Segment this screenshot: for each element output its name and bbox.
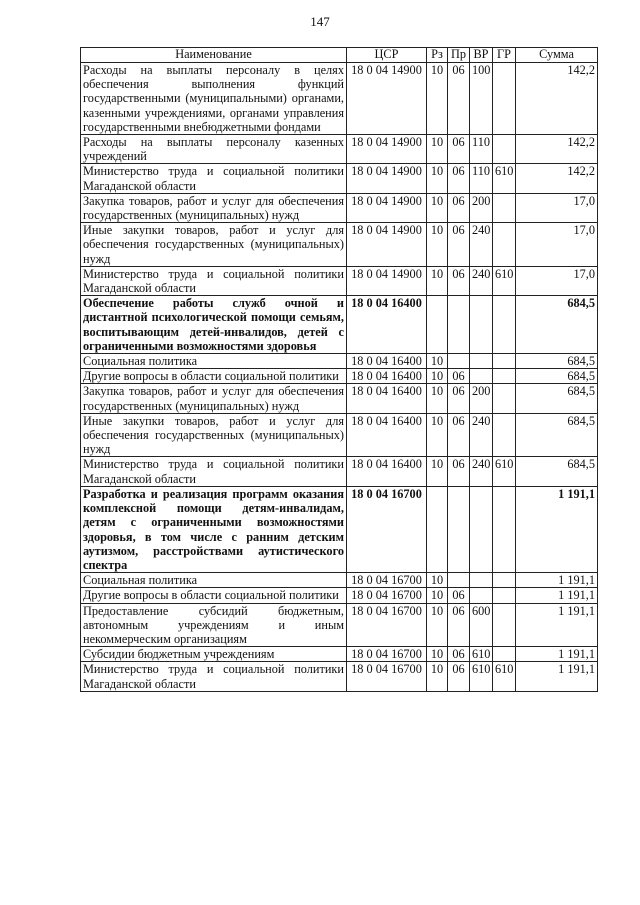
row-sum: 17,0 [516,223,598,267]
row-sum: 1 191,1 [516,573,598,588]
row-sum: 142,2 [516,164,598,193]
row-name: Расходы на выплаты персоналу в целях обеспечения выполнения функций государственными (муниципальными) органами, казенными учреждениями, органами управления государственными внебюджетными фондами [81,63,347,135]
row-rz: 10 [427,603,448,647]
row-rz: 10 [427,573,448,588]
row-csr: 18 0 04 14900 [347,63,427,135]
row-rz: 10 [427,266,448,295]
row-name: Закупка товаров, работ и услуг для обеспечения государственных (муниципальных) нужд [81,384,347,413]
table-row [81,573,598,588]
row-sum: 1 191,1 [516,603,598,647]
row-csr: 18 0 04 16400 [347,354,427,369]
row-sum: 684,5 [516,413,598,457]
row-gr [493,63,516,135]
table-row [81,63,598,135]
row-rz: 10 [427,354,448,369]
row-csr: 18 0 04 16400 [347,296,427,354]
row-sum: 684,5 [516,369,598,384]
table-row-section [81,296,598,354]
row-rz: 10 [427,662,448,691]
row-sum: 684,5 [516,384,598,413]
row-name: Министерство труда и социальной политики Магаданской области [81,164,347,193]
header-vr: ВР [470,48,493,63]
row-csr: 18 0 04 16700 [347,647,427,662]
row-rz [427,296,448,354]
row-gr: 610 [493,457,516,486]
row-pr: 06 [448,266,470,295]
row-rz: 10 [427,164,448,193]
row-vr: 240 [470,457,493,486]
row-name: Субсидии бюджетным учреждениям [81,647,347,662]
row-rz: 10 [427,457,448,486]
row-rz: 10 [427,647,448,662]
row-pr: 06 [448,413,470,457]
row-pr: 06 [448,135,470,164]
row-vr: 240 [470,223,493,267]
table-row [81,193,598,222]
row-gr: 610 [493,164,516,193]
row-gr [493,647,516,662]
row-gr: 610 [493,662,516,691]
row-csr: 18 0 04 16400 [347,369,427,384]
row-vr: 100 [470,63,493,135]
row-name: Закупка товаров, работ и услуг для обеспечения государственных (муниципальных) нужд [81,193,347,222]
table-row [81,588,598,603]
row-rz: 10 [427,588,448,603]
row-csr: 18 0 04 14900 [347,266,427,295]
row-name: Обеспечение работы служб очной и дистантной психологической помощи семьям, воспитывающим детей-инвалидов, детей с ограниченными возможностями здоровья [81,296,347,354]
row-name: Социальная политика [81,573,347,588]
row-gr [493,296,516,354]
row-rz [427,486,448,572]
row-sum: 684,5 [516,354,598,369]
row-sum: 17,0 [516,193,598,222]
row-vr: 600 [470,603,493,647]
row-sum: 1 191,1 [516,588,598,603]
row-name: Разработка и реализация программ оказания комплексной помощи детям-инвалидам, детям с ограниченными возможностями здоровья, в том числе с ранним детским аутизмом, расстройствами аутистического спектра [81,486,347,572]
page-number: 147 [310,14,330,29]
row-pr: 06 [448,603,470,647]
row-name: Другие вопросы в области социальной политики [81,588,347,603]
row-csr: 18 0 04 14900 [347,193,427,222]
header-sum: Сумма [516,48,598,63]
row-pr: 06 [448,193,470,222]
row-gr [493,223,516,267]
row-gr: 610 [493,266,516,295]
row-gr [493,573,516,588]
row-vr [470,573,493,588]
table-row [81,457,598,486]
row-sum: 1 191,1 [516,647,598,662]
row-sum: 684,5 [516,457,598,486]
row-vr: 240 [470,413,493,457]
row-gr [493,193,516,222]
row-sum: 142,2 [516,135,598,164]
row-gr [493,486,516,572]
row-csr: 18 0 04 16700 [347,486,427,572]
row-name: Министерство труда и социальной политики Магаданской области [81,266,347,295]
row-csr: 18 0 04 16400 [347,384,427,413]
row-pr: 06 [448,369,470,384]
row-csr: 18 0 04 16700 [347,662,427,691]
row-vr: 240 [470,266,493,295]
table-row [81,164,598,193]
table-row [81,647,598,662]
row-name: Расходы на выплаты персоналу казенных учреждений [81,135,347,164]
row-rz: 10 [427,193,448,222]
row-sum: 1 191,1 [516,662,598,691]
row-vr: 110 [470,164,493,193]
row-rz: 10 [427,413,448,457]
row-vr [470,354,493,369]
row-gr [493,135,516,164]
row-pr: 06 [448,647,470,662]
row-csr: 18 0 04 16400 [347,413,427,457]
row-pr: 06 [448,164,470,193]
row-name: Иные закупки товаров, работ и услуг для обеспечения государственных (муниципальных) нужд [81,413,347,457]
header-rz: Рз [427,48,448,63]
row-vr [470,296,493,354]
row-vr [470,588,493,603]
row-vr: 200 [470,193,493,222]
header-pr: Пр [448,48,470,63]
row-pr: 06 [448,662,470,691]
row-csr: 18 0 04 16700 [347,573,427,588]
budget-table [80,47,598,692]
table-row [81,413,598,457]
row-vr: 110 [470,135,493,164]
row-csr: 18 0 04 14900 [347,164,427,193]
row-rz: 10 [427,135,448,164]
row-csr: 18 0 04 16400 [347,457,427,486]
row-pr [448,573,470,588]
row-gr [493,413,516,457]
row-name: Предоставление субсидий бюджетным, автономным учреждениям и иным некоммерческим организациям [81,603,347,647]
row-csr: 18 0 04 16700 [347,603,427,647]
row-pr [448,296,470,354]
header-gr: ГР [493,48,516,63]
table-row [81,354,598,369]
row-rz: 10 [427,63,448,135]
row-gr [493,369,516,384]
table-row [81,369,598,384]
row-csr: 18 0 04 16700 [347,588,427,603]
row-pr: 06 [448,384,470,413]
header-csr: ЦСР [347,48,427,63]
table-row [81,603,598,647]
header-name: Наименование [81,48,347,63]
table-row [81,266,598,295]
row-pr [448,486,470,572]
table-row [81,662,598,691]
row-pr: 06 [448,223,470,267]
row-pr [448,354,470,369]
row-pr: 06 [448,457,470,486]
row-vr: 610 [470,647,493,662]
row-name: Министерство труда и социальной политики Магаданской области [81,457,347,486]
table-row [81,384,598,413]
row-gr [493,603,516,647]
table-row [81,135,598,164]
row-vr [470,369,493,384]
row-csr: 18 0 04 14900 [347,135,427,164]
row-vr: 200 [470,384,493,413]
row-rz: 10 [427,384,448,413]
table-row [81,223,598,267]
row-sum: 1 191,1 [516,486,598,572]
row-pr: 06 [448,63,470,135]
row-rz: 10 [427,223,448,267]
row-sum: 142,2 [516,63,598,135]
row-name: Социальная политика [81,354,347,369]
row-sum: 684,5 [516,296,598,354]
row-rz: 10 [427,369,448,384]
row-sum: 17,0 [516,266,598,295]
table-row-section [81,486,598,572]
row-gr [493,588,516,603]
row-gr [493,384,516,413]
row-vr [470,486,493,572]
row-name: Министерство труда и социальной политики Магаданской области [81,662,347,691]
row-csr: 18 0 04 14900 [347,223,427,267]
row-name: Иные закупки товаров, работ и услуг для обеспечения государственных (муниципальных) нужд [81,223,347,267]
row-gr [493,354,516,369]
row-vr: 610 [470,662,493,691]
row-pr: 06 [448,588,470,603]
row-name: Другие вопросы в области социальной политики [81,369,347,384]
table-header-row [81,48,598,63]
